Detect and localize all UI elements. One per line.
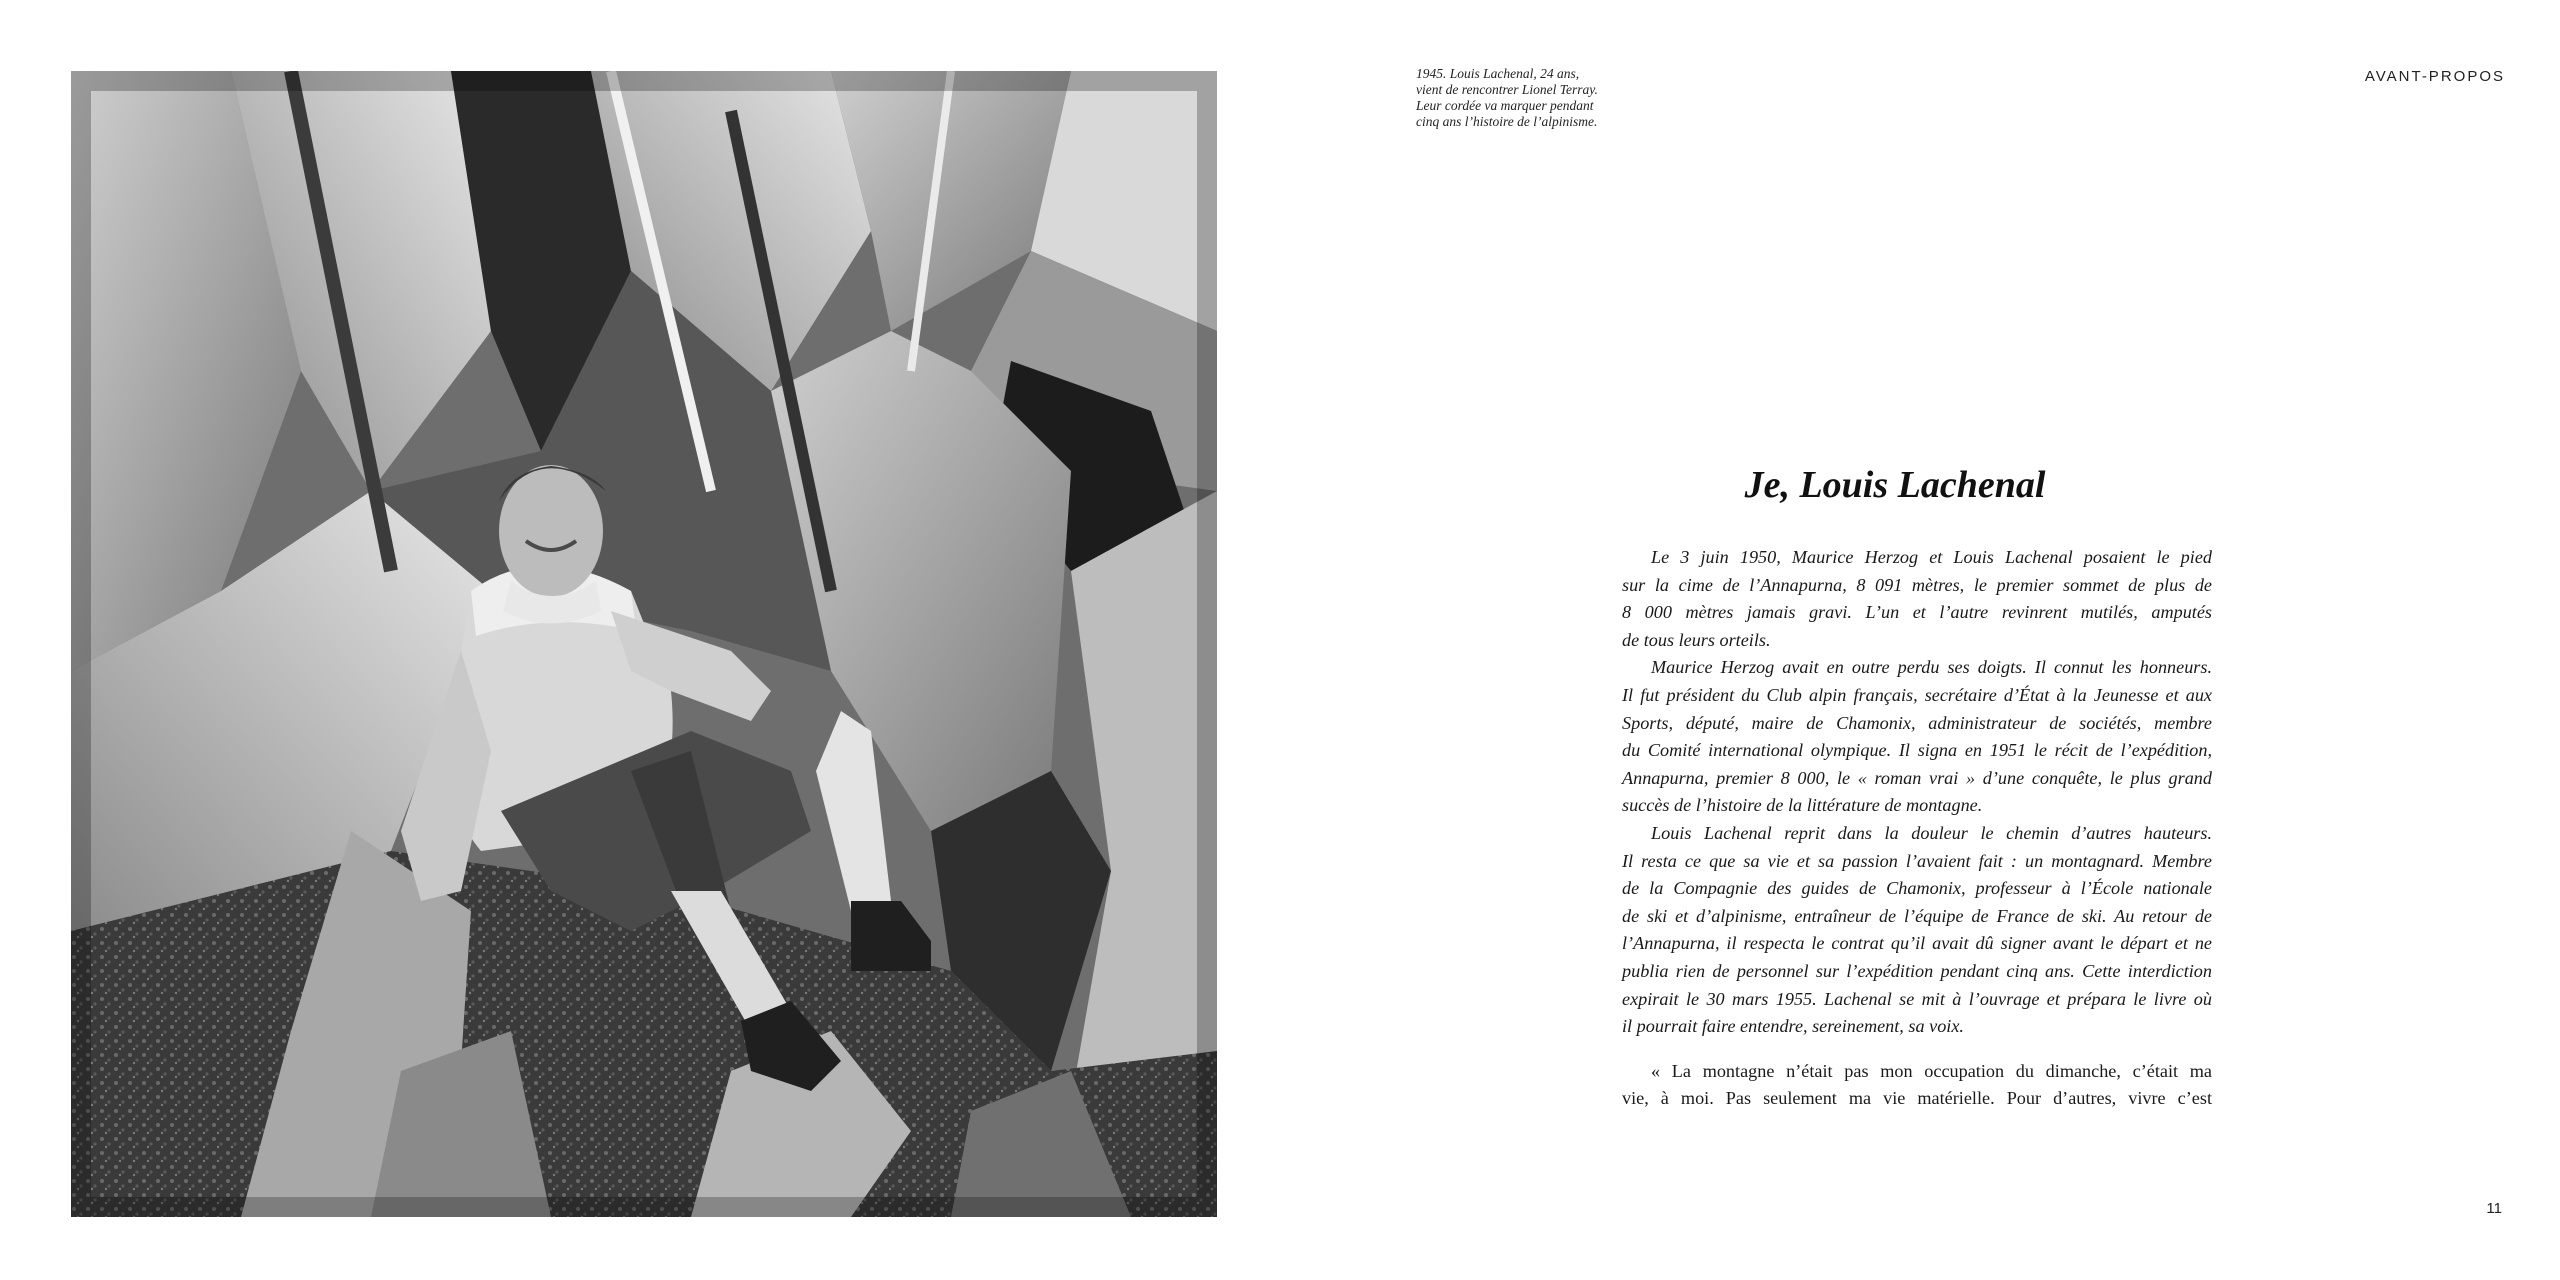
running-head: AVANT-PROPOS [2364,68,2505,85]
mountaineer-photo [71,71,1217,1217]
text-line: il pourrait faire entendre, sereinement, sa voix. [1622,1016,1964,1037]
page-number: 11 [2486,1200,2502,1217]
body-text [1622,544,2212,1113]
right-page [1280,0,2560,1280]
chapter-title: Je, Louis Lachenal [1744,464,2046,507]
text-line: de ski et d’alpinisme, entraîneur de l’équipe de France de ski. Au retour de [1622,905,2212,926]
quote-paragraph [1622,1058,2212,1113]
caption-line: Leur cordée va marquer pendant [1416,98,1594,113]
text-line: Annapurna, premier 8 000, le « roman vrai » d’une conquête, le plus grand [1622,767,2212,788]
italic-intro [1622,544,2212,1041]
text-line: 8 000 mètres jamais gravi. L’un et l’autre revinrent mutilés, amputés [1622,602,2212,623]
text-line: Louis Lachenal reprit dans la douleur le chemin d’autres hauteurs. [1651,822,2212,843]
text-line: de tous leurs orteils. [1622,629,1771,650]
caption-line: vient de rencontrer Lionel Terray. [1416,82,1598,97]
text-line: de la Compagnie des guides de Chamonix, professeur à l’École nationale [1622,878,2212,899]
text-line: Sports, député, maire de Chamonix, administrateur de sociétés, membre [1622,712,2212,733]
text-line: sur la cime de l’Annapurna, 8 091 mètres, le premier sommet de plus de [1622,574,2212,595]
caption-line: cinq ans l’histoire de l’alpinisme. [1416,114,1598,129]
text-line: expirait le 30 mars 1955. Lachenal se mit à l’ouvrage et prépara le livre où [1622,988,2212,1009]
text-line: l’Annapurna, il respecta le contrat qu’il avait dû signer avant le départ et ne [1622,933,2212,954]
text-line: Maurice Herzog avait en outre perdu ses doigts. Il connut les honneurs. [1651,657,2212,678]
paragraph-gap [1622,1041,2212,1058]
text-line: Le 3 juin 1950, Maurice Herzog et Louis Lachenal posaient le pied [1651,547,2212,567]
caption-line: 1945. Louis Lachenal, 24 ans, [1416,66,1580,81]
text-line: vie, à moi. Pas seulement ma vie matérielle. Pour d’autres, vivre c’est [1622,1088,2212,1109]
text-line: « La montagne n’était pas mon occupation du dimanche, c’était ma [1651,1060,2212,1081]
text-line: du Comité international olympique. Il signa en 1951 le récit de l’expédition, [1622,740,2212,761]
photo-caption [1416,66,1676,130]
text-line: succès de l’histoire de la littérature de montagne. [1622,795,1983,816]
text-line: Il fut président du Club alpin français, secrétaire d’État à la Jeunesse et aux [1622,684,2212,705]
photo-illustration [71,71,1217,1217]
text-line: publia rien de personnel sur l’expédition pendant cinq ans. Cette interdiction [1622,960,2212,981]
text-line: Il resta ce que sa vie et sa passion l’avaient fait : un montagnard. Membre [1622,850,2212,871]
